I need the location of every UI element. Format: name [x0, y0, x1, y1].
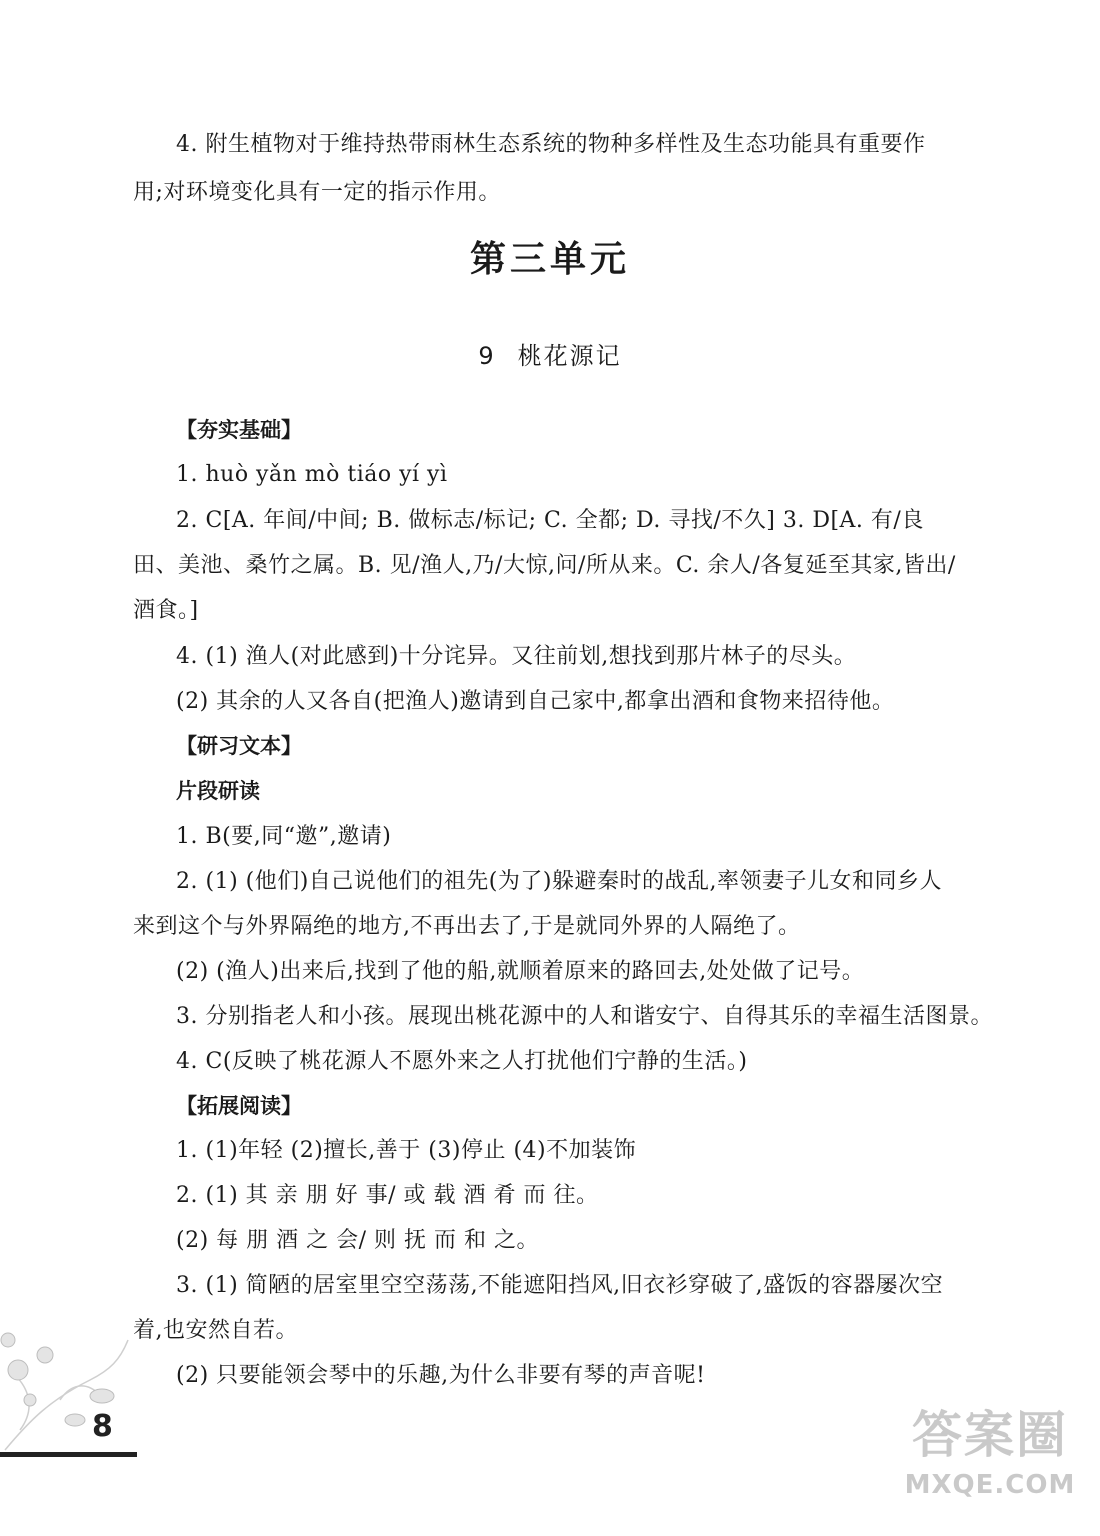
answer-line: (2) 其余的人又各自(把渔人)邀请到自己家中,都拿出酒和食物来招待他。 — [176, 689, 895, 714]
unit-title: 第三单元 — [469, 239, 630, 280]
answer-line: 4. 附生植物对于维持热带雨林生态系统的物种多样性及生态功能具有重要作 — [176, 132, 926, 157]
answer-line: 2. C[A. 年间/中间; B. 做标志/标记; C. 全都; D. 寻找/不久] 3. D[A. 有/良 — [176, 508, 924, 533]
answer-line: (2) (渔人)出来后,找到了他的船,就顺着原来的路回去,处处做了记号。 — [176, 959, 865, 984]
answer-line: 1. huò yǎn mò tiáo yí yì — [176, 462, 448, 487]
answer-line: 来到这个与外界隔绝的地方,不再出去了,于是就同外界的人隔绝了。 — [133, 914, 801, 939]
section-heading-study: 【研习文本】 — [176, 734, 302, 758]
answer-line: 3. (1) 简陋的居室里空空荡荡,不能遮阳挡风,旧衣衫穿破了,盛饭的容器屡次空 — [176, 1273, 944, 1298]
watermark-url: MXQE.COM — [904, 1470, 1076, 1500]
answer-line: 3. 分别指老人和小孩。展现出桃花源中的人和谐安宁、自得其乐的幸福生活图景。 — [176, 1004, 993, 1029]
answer-line: 着,也安然自若。 — [133, 1318, 298, 1343]
answer-line: 酒食。] — [133, 598, 199, 623]
answer-line: (2) 每 朋 酒 之 会/ 则 抚 而 和 之。 — [176, 1228, 540, 1253]
section-heading-basics: 【夯实基础】 — [176, 418, 302, 442]
lesson-name: 桃花源记 — [517, 342, 622, 370]
section-heading-extended: 【拓展阅读】 — [176, 1094, 302, 1118]
answer-line: 2. (1) (他们)自己说他们的祖先(为了)躲避秦时的战乱,率领妻子儿女和同乡人 — [176, 869, 942, 894]
answer-line: 4. (1) 渔人(对此感到)十分诧异。又往前划,想找到那片林子的尽头。 — [176, 644, 857, 669]
lesson-title — [0, 340, 1100, 372]
answer-line: 用;对环境变化具有一定的指示作用。 — [133, 180, 501, 205]
answer-line: 1. (1)年轻 (2)擅长,善于 (3)停止 (4)不加装饰 — [176, 1138, 637, 1163]
subsection-heading: 片段研读 — [176, 779, 260, 803]
lesson-number: 9 — [478, 342, 496, 370]
answer-line: (2) 只要能领会琴中的乐趣,为什么非要有琴的声音呢! — [176, 1363, 706, 1388]
watermark-logo-text: 答案圈 — [912, 1406, 1068, 1464]
watermark — [900, 1400, 1080, 1530]
page-number-rule — [0, 1452, 137, 1457]
answer-line: 4. C(反映了桃花源人不愿外来之人打扰他们宁静的生活。) — [176, 1049, 748, 1074]
page-number: 8 — [92, 1409, 113, 1444]
answer-line: 1. B(要,同“邀”,邀请) — [176, 824, 392, 849]
answer-line: 田、美池、桑竹之属。B. 见/渔人,乃/大惊,问/所从来。C. 余人/各复延至其家,皆出/ — [133, 553, 956, 578]
answer-line: 2. (1) 其 亲 朋 好 事/ 或 载 酒 肴 而 往。 — [176, 1183, 599, 1208]
